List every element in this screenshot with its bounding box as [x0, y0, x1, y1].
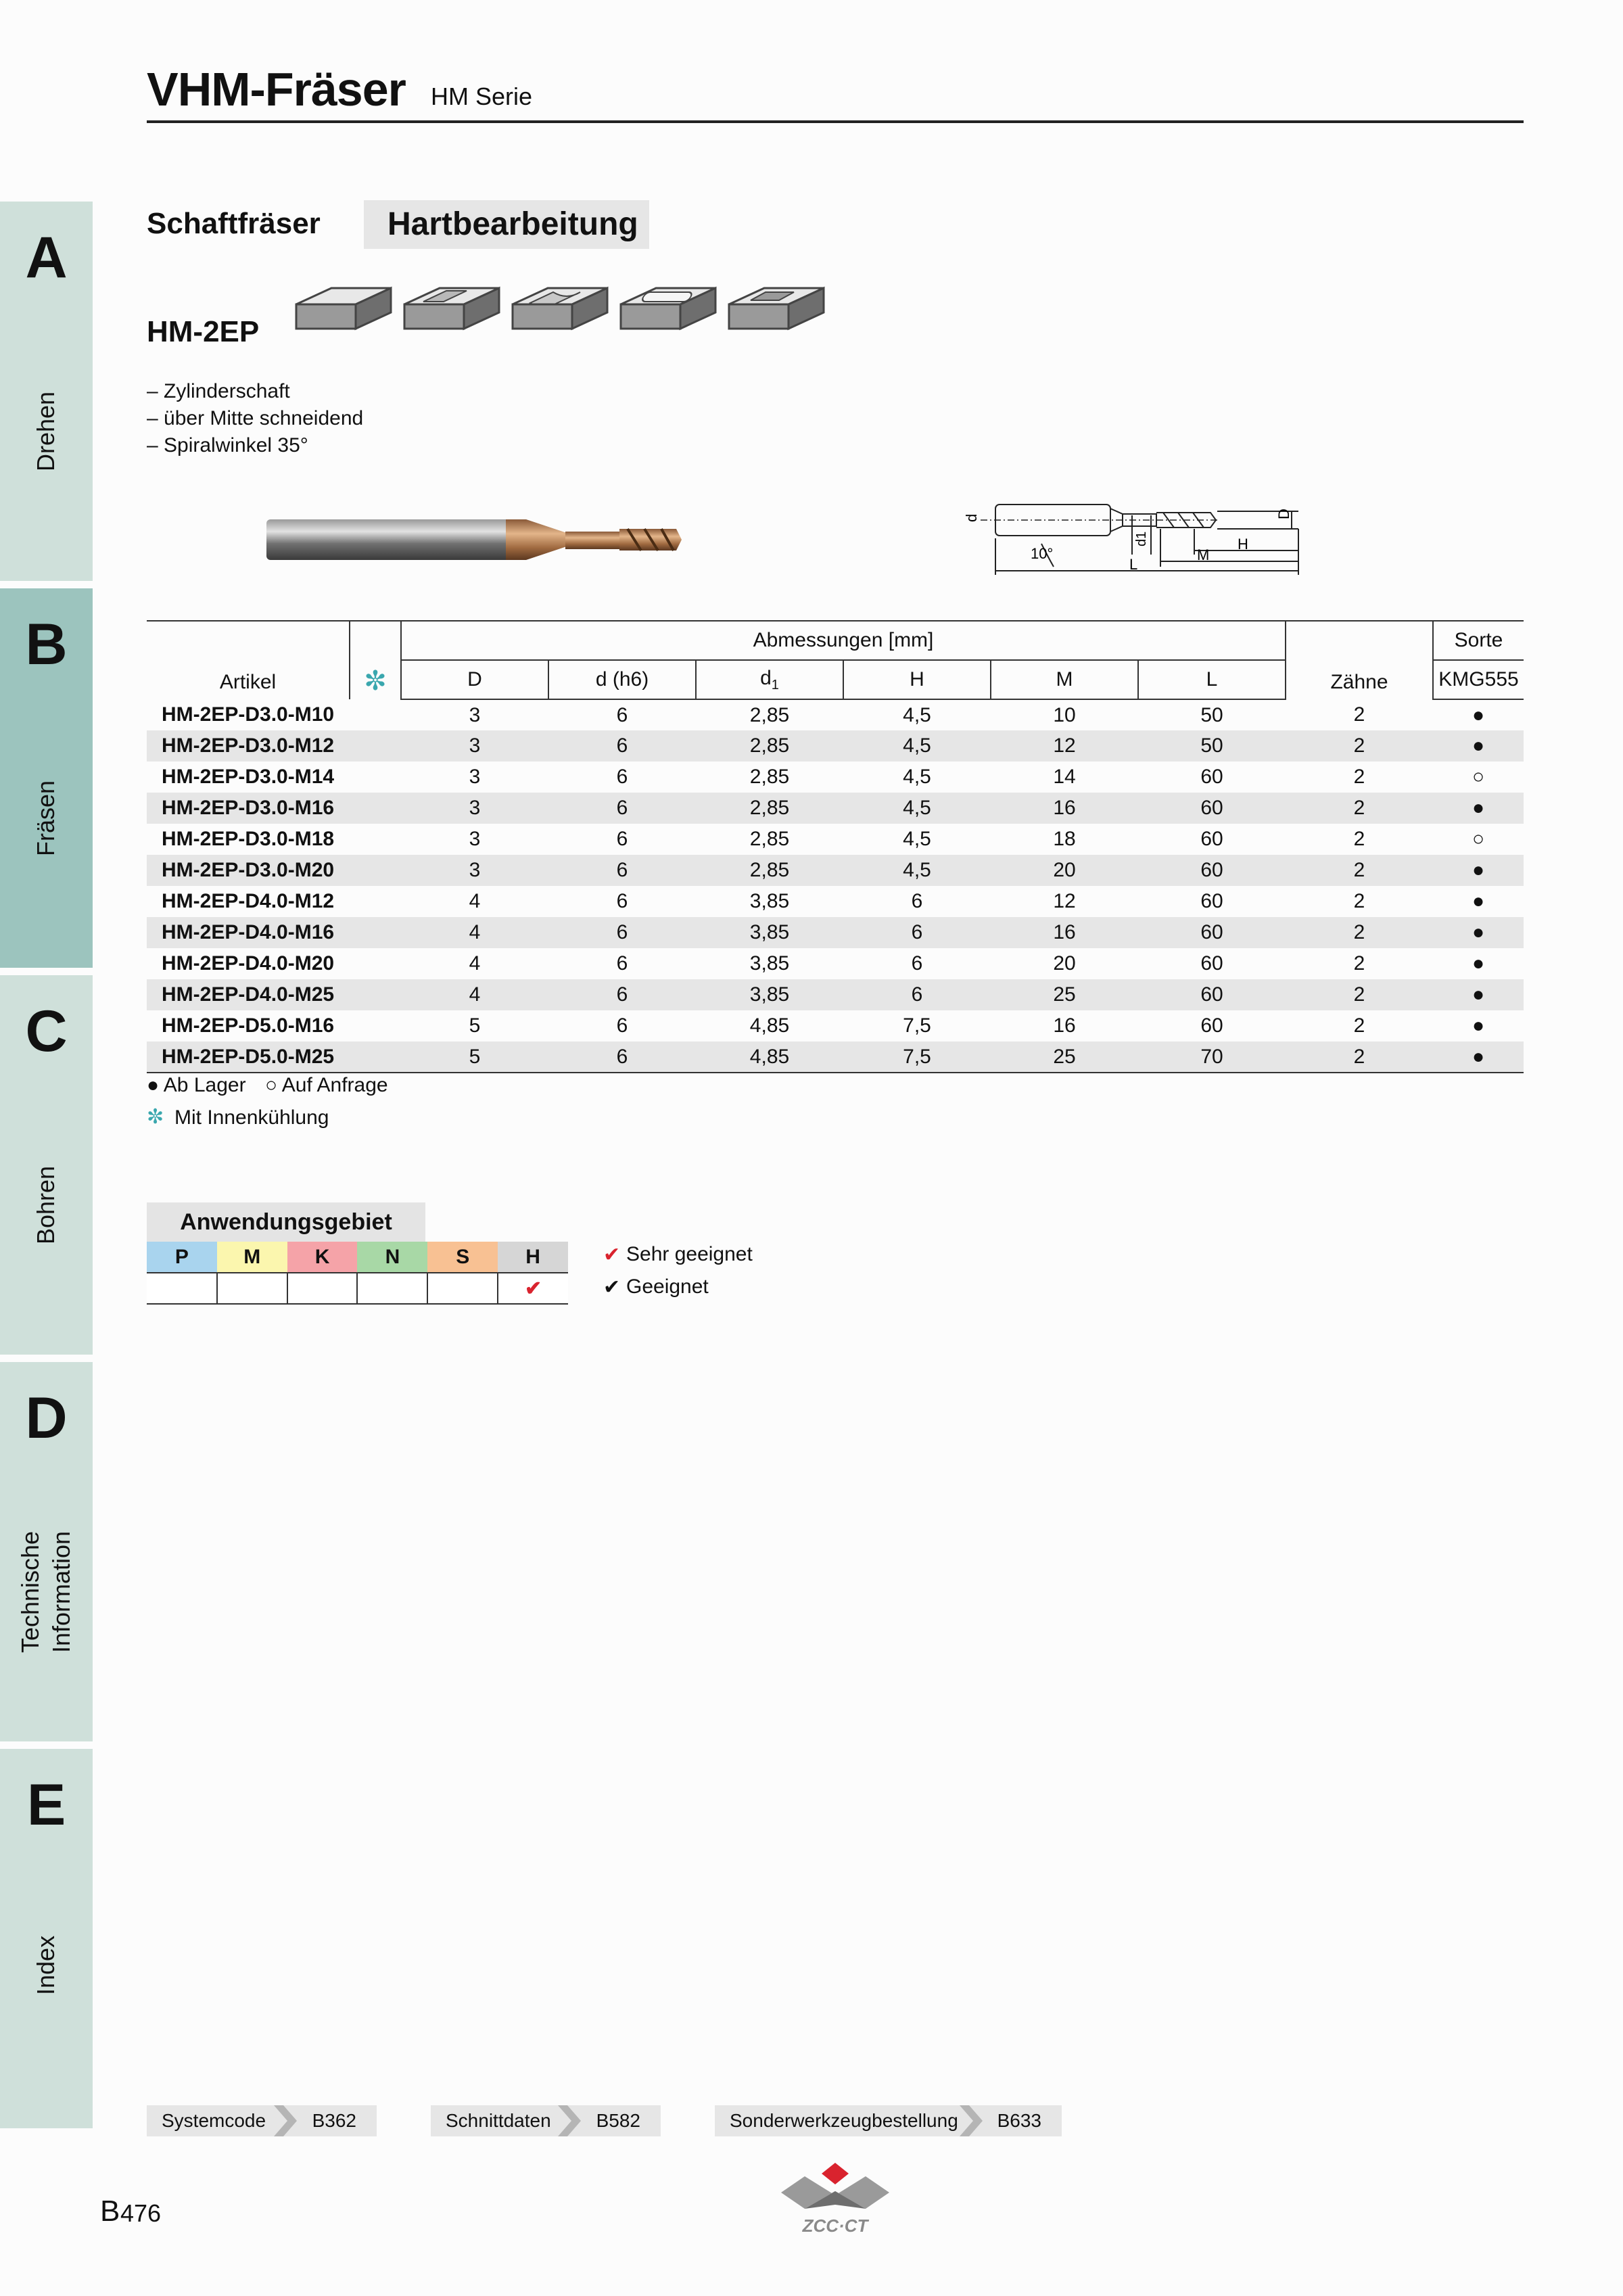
tab-label: Bohren [32, 1165, 60, 1245]
tab-drehen[interactable] [0, 202, 93, 581]
col-M: M [991, 660, 1138, 699]
rating-M [217, 1273, 287, 1304]
drawing-label-d1: d1 [1134, 531, 1149, 546]
cell-stock: ● [1472, 952, 1485, 975]
drawing-label-H: H [1238, 536, 1248, 553]
ref-page: B633 [997, 2110, 1041, 2131]
cell-H: 6 [911, 890, 923, 912]
material-K: K [287, 1242, 358, 1273]
cell-H: 7,5 [903, 1014, 931, 1037]
cell-coolant [350, 1010, 401, 1041]
chevron-right-icon [558, 2105, 581, 2136]
feature-item: – über Mitte schneidend [147, 407, 364, 429]
cell-coolant [350, 979, 401, 1010]
cell-d-h6: 6 [616, 703, 628, 726]
series-label: HM Serie [431, 83, 533, 110]
material-M: M [217, 1242, 287, 1273]
cell-d-h6: 6 [616, 734, 628, 757]
cell-d-h6: 6 [616, 797, 628, 819]
cell-H: 4,5 [903, 859, 931, 881]
product-table [147, 620, 1524, 1073]
cell-d1: 4,85 [696, 1041, 843, 1073]
tab-index[interactable] [0, 1749, 93, 2128]
cell-teeth: 2 [1353, 859, 1365, 881]
table-row [147, 948, 1524, 979]
dimension-drawing [960, 482, 1305, 583]
cell-M: 16 [1053, 921, 1076, 943]
ref-page: B582 [596, 2110, 640, 2131]
very-suitable-label: Sehr geeignet [626, 1243, 753, 1265]
col-artikel: Artikel [147, 621, 350, 699]
cell-artikel: HM-2EP-D3.0-M20 [162, 859, 335, 881]
cell-D: 5 [469, 1014, 481, 1037]
table-row [147, 917, 1524, 948]
cell-D: 3 [469, 828, 481, 850]
drawing-label-angle: 10° [1031, 545, 1054, 562]
cell-coolant [350, 762, 401, 793]
ref-label: Sonderwerkzeugbestellung [730, 2110, 958, 2131]
cell-coolant [350, 824, 401, 855]
table-row [147, 699, 1524, 730]
cell-M: 12 [1053, 890, 1076, 912]
coolant-legend-icon: ✼ [147, 1106, 164, 1128]
cell-stock: ● [1472, 983, 1485, 1006]
cell-M: 25 [1053, 983, 1076, 1006]
cell-stock: ○ [1472, 828, 1485, 850]
cell-artikel: HM-2EP-D4.0-M25 [162, 983, 335, 1006]
end-mill-photo [262, 509, 695, 569]
cell-artikel: HM-2EP-D3.0-M10 [162, 703, 335, 726]
table-row [147, 762, 1524, 793]
table-row [147, 730, 1524, 762]
cell-d1: 3,85 [749, 983, 790, 1006]
cell-L: 60 [1200, 828, 1223, 850]
material-N: N [357, 1242, 427, 1273]
cell-stock: ● [1472, 921, 1485, 943]
cell-d1: 2,85 [749, 703, 790, 726]
cell-H: 4,5 [903, 766, 931, 788]
ref-sonderwerkzeug[interactable] [715, 2105, 1062, 2136]
cell-M: 18 [1053, 828, 1076, 850]
rating-S [427, 1273, 498, 1304]
cell-d1: 2,85 [749, 734, 790, 757]
cell-artikel: HM-2EP-D3.0-M18 [162, 828, 335, 850]
cell-L: 60 [1200, 766, 1223, 788]
material-S: S [427, 1242, 498, 1273]
coolant-icon: ✼ [350, 621, 401, 699]
zcc-ct-logo [778, 2161, 893, 2237]
drawing-label-d: d [963, 513, 980, 522]
cell-teeth: 2 [1353, 983, 1365, 1006]
cell-teeth: 2 [1353, 797, 1365, 819]
cell-teeth: 2 [1353, 828, 1365, 850]
cell-D: 5 [401, 1041, 548, 1073]
cell-D: 4 [469, 890, 481, 912]
tab-bohren[interactable] [0, 975, 93, 1355]
model-name: HM-2EP [147, 315, 260, 348]
cell-coolant [350, 886, 401, 917]
cell-stock: ● [1472, 797, 1485, 819]
tool-type: Schaftfräser [147, 207, 321, 240]
application-title: Anwendungsgebiet [147, 1202, 425, 1242]
ref-label: Schnittdaten [446, 2110, 551, 2131]
legend-in-stock: ● Ab Lager [147, 1074, 246, 1096]
page-number: 476 [120, 2199, 162, 2227]
tab-fraesen[interactable] [0, 588, 93, 968]
cell-teeth: 2 [1353, 952, 1365, 975]
table-row [147, 979, 1524, 1010]
col-d-h6: d (h6) [548, 660, 696, 699]
cell-d-h6: 6 [616, 983, 628, 1006]
cell-teeth: 2 [1286, 1041, 1433, 1073]
cell-D: 4 [469, 921, 481, 943]
cell-L: 70 [1138, 1041, 1286, 1073]
cell-coolant [350, 699, 401, 730]
cell-H: 4,5 [903, 734, 931, 757]
legend-coolant: Mit Innenkühlung [174, 1106, 329, 1129]
ref-systemcode[interactable] [147, 2105, 377, 2136]
drawing-label-M: M [1197, 546, 1210, 563]
cell-d1: 3,85 [749, 890, 790, 912]
material-H: H [498, 1242, 568, 1273]
rating-K [287, 1273, 358, 1304]
cell-artikel: HM-2EP-D4.0-M16 [162, 921, 335, 943]
table-row [147, 886, 1524, 917]
cell-M: 12 [1053, 734, 1076, 757]
cell-d-h6: 6 [616, 766, 628, 788]
group-grade: Sorte [1433, 621, 1524, 660]
cell-d-h6: 6 [548, 1041, 696, 1073]
cell-D: 3 [469, 797, 481, 819]
cell-artikel: HM-2EP-D5.0-M16 [162, 1014, 335, 1037]
cell-D: 3 [469, 703, 481, 726]
table-row [147, 1041, 1524, 1073]
cell-d-h6: 6 [616, 890, 628, 912]
cell-L: 60 [1200, 797, 1223, 819]
cell-d1: 2,85 [749, 859, 790, 881]
cell-L: 60 [1200, 983, 1223, 1006]
header-rule [147, 120, 1524, 123]
cell-d-h6: 6 [616, 921, 628, 943]
application-badge: Hartbearbeitung [364, 200, 649, 249]
cell-artikel: HM-2EP-D3.0-M14 [162, 766, 335, 788]
cell-stock: ● [1472, 703, 1485, 726]
legend-on-request: ○ Auf Anfrage [265, 1074, 388, 1096]
tab-letter: A [25, 225, 68, 290]
cell-M: 20 [1053, 859, 1076, 881]
tab-letter: C [25, 999, 68, 1064]
cell-H: 4,5 [903, 703, 931, 726]
ref-label: Systemcode [162, 2110, 266, 2131]
face-milling-icon [296, 288, 391, 329]
cell-d-h6: 6 [616, 952, 628, 975]
rating-N [357, 1273, 427, 1304]
cell-artikel: HM-2EP-D4.0-M12 [162, 890, 335, 912]
cell-teeth: 2 [1353, 766, 1365, 788]
cell-M: 16 [1053, 797, 1076, 819]
cell-d1: 3,85 [749, 921, 790, 943]
cell-H: 6 [911, 952, 923, 975]
rating-H: ✔ [498, 1273, 568, 1304]
cell-M: 25 [991, 1041, 1138, 1073]
col-d1: $d_1$ [696, 660, 843, 699]
logo-text: ZCC·CT [802, 2216, 868, 2236]
cell-d-h6: 6 [616, 828, 628, 850]
drawing-label-D: D [1275, 509, 1292, 519]
operation-icons [291, 269, 832, 350]
feature-item: – Spiralwinkel 35° [147, 434, 308, 456]
cell-coolant [350, 730, 401, 762]
cell-stock: ○ [1472, 766, 1485, 788]
tab-letter: B [25, 612, 68, 677]
tab-letter: E [26, 1773, 66, 1837]
drawing-label-L: L [1129, 556, 1138, 573]
tab-label: Drehen [32, 391, 60, 472]
tab-letter: D [25, 1386, 68, 1451]
cell-artikel: HM-2EP-D4.0-M20 [162, 952, 335, 975]
feature-item: – Zylinderschaft [147, 380, 290, 402]
cell-d1: 4,85 [749, 1014, 790, 1037]
cell-teeth: 2 [1353, 1014, 1365, 1037]
cell-H: 7,5 [843, 1041, 991, 1073]
cell-coolant [350, 855, 401, 886]
cell-coolant [350, 948, 401, 979]
cell-d-h6: 6 [616, 859, 628, 881]
cell-stock: ● [1472, 1014, 1485, 1037]
cell-D: 3 [469, 734, 481, 757]
table-row [147, 793, 1524, 824]
very-suitable-check-icon: ✔ [603, 1244, 621, 1266]
application-table [147, 1242, 568, 1305]
cell-L: 50 [1200, 703, 1223, 726]
cell-M: 16 [1053, 1014, 1076, 1037]
page-letter: B [100, 2195, 120, 2228]
cell-D: 3 [469, 859, 481, 881]
cell-teeth: 2 [1353, 921, 1365, 943]
plunge-milling-icon [729, 288, 824, 329]
col-teeth: Zähne [1286, 621, 1433, 699]
cell-L: 60 [1200, 952, 1223, 975]
group-dimensions: Abmessungen [mm] [401, 621, 1286, 660]
cell-D: 3 [469, 766, 481, 788]
pocket-milling-icon [621, 288, 715, 329]
tab-label: Technische Information [16, 1530, 75, 1654]
rating-P [147, 1273, 217, 1304]
cell-teeth: 2 [1353, 890, 1365, 912]
cell-stock: ● [1472, 890, 1485, 912]
slot-milling-icon [404, 288, 499, 329]
cell-d1: 2,85 [749, 766, 790, 788]
cell-H: 6 [911, 921, 923, 943]
table-row [147, 824, 1524, 855]
cell-stock: ● [1472, 734, 1485, 757]
cell-artikel: HM-2EP-D5.0-M25 [147, 1041, 350, 1073]
cell-H: 6 [911, 983, 923, 1006]
col-D: D [401, 660, 548, 699]
page-title: VHM-Fräser [147, 63, 406, 116]
cell-M: 10 [1053, 703, 1076, 726]
chevron-right-icon [274, 2105, 297, 2136]
cell-L: 60 [1200, 890, 1223, 912]
cell-artikel: HM-2EP-D3.0-M12 [162, 734, 335, 757]
chevron-right-icon [960, 2105, 983, 2136]
table-row [147, 1010, 1524, 1041]
cell-H: 4,5 [903, 797, 931, 819]
col-L: L [1138, 660, 1286, 699]
material-P: P [147, 1242, 217, 1273]
cell-coolant [350, 1041, 401, 1073]
tab-technische-information[interactable] [0, 1362, 93, 1741]
cell-stock: ● [1472, 859, 1485, 881]
cell-L: 60 [1200, 1014, 1223, 1037]
cell-D: 4 [469, 983, 481, 1006]
cell-stock: ● [1433, 1041, 1524, 1073]
cell-d1: 3,85 [749, 952, 790, 975]
ref-schnittdaten[interactable] [431, 2105, 661, 2136]
cell-teeth: 2 [1353, 734, 1365, 757]
cell-L: 60 [1200, 859, 1223, 881]
groove-milling-icon [513, 288, 607, 329]
tab-label: Index [32, 1935, 60, 1996]
tab-label: Fräsen [32, 780, 60, 857]
cell-coolant [350, 793, 401, 824]
cell-H: 4,5 [903, 828, 931, 850]
table-row [147, 855, 1524, 886]
cell-L: 60 [1200, 921, 1223, 943]
cell-d-h6: 6 [616, 1014, 628, 1037]
cell-d1: 2,85 [749, 828, 790, 850]
suitable-check-icon: ✔ [603, 1276, 621, 1298]
col-grade: KMG555 [1433, 660, 1524, 699]
suitable-label: Geeignet [626, 1275, 709, 1298]
cell-teeth: 2 [1353, 703, 1365, 726]
cell-d1: 2,85 [749, 797, 790, 819]
cell-artikel: HM-2EP-D3.0-M16 [162, 797, 335, 819]
cell-L: 50 [1200, 734, 1223, 757]
cell-D: 4 [469, 952, 481, 975]
cell-coolant [350, 917, 401, 948]
cell-M: 20 [1053, 952, 1076, 975]
col-H: H [843, 660, 991, 699]
ref-page: B362 [312, 2110, 356, 2131]
cell-M: 14 [1053, 766, 1076, 788]
